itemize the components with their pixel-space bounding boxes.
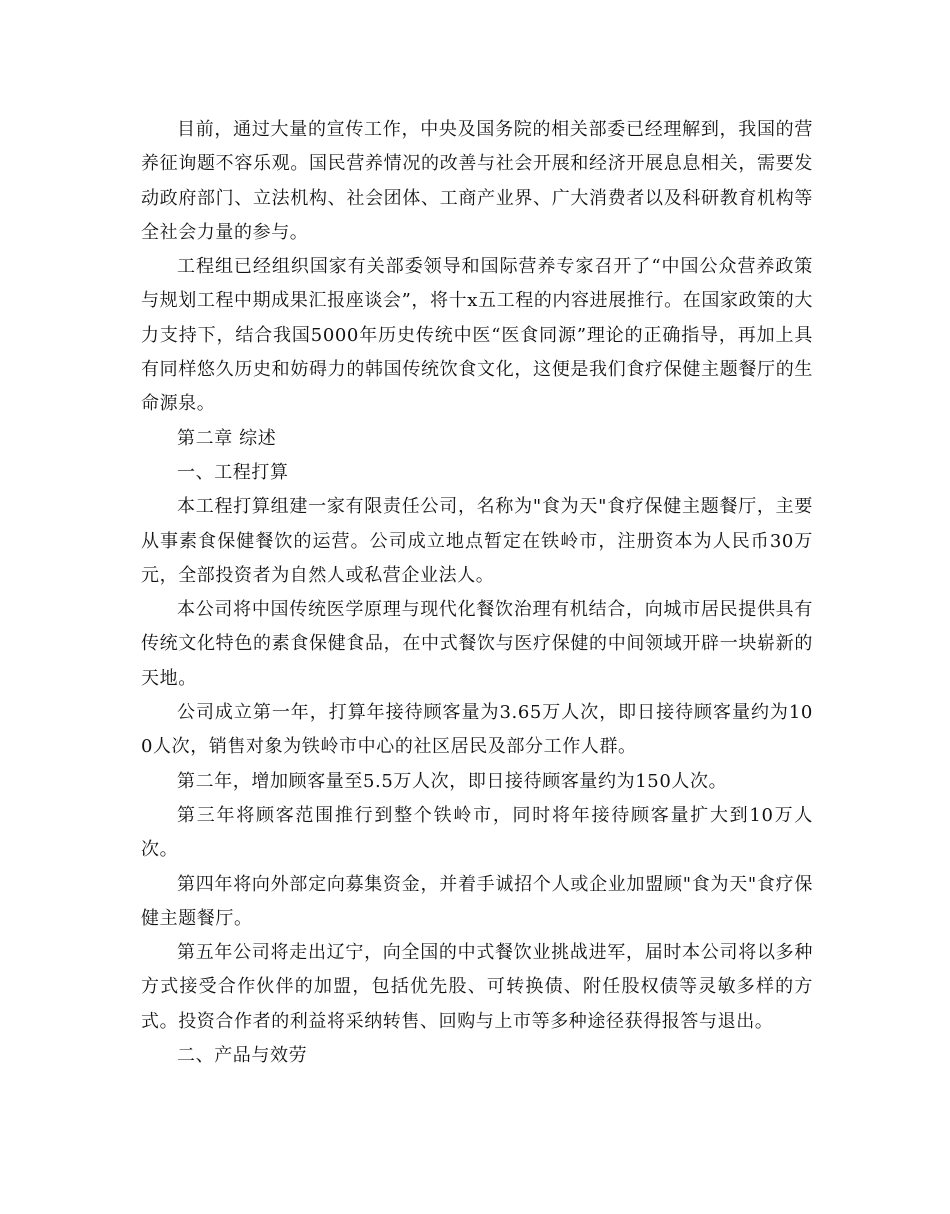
section-heading-project-plan: 一、工程打算 xyxy=(177,461,289,483)
section-heading-products: 二、产品与效劳 xyxy=(177,1045,308,1067)
paragraph-business-concept: 本公司将中国传统医学原理与现代化餐饮治理有机结合，向城市居民提供具有传统文化特色的素食保健食品，在中式餐饮与医疗保健的中间领域开辟一块崭新的天地。 xyxy=(141,599,813,689)
chapter-heading: 第二章 综述 xyxy=(177,427,277,449)
paragraph-year-one: 公司成立第一年，打算年接待顾客量为3.65万人次，即日接待顾客量约为100人次，销售对象为铁岭市中心的社区居民及部分工作人群。 xyxy=(141,702,813,758)
paragraph-year-two: 第二年，增加顾客量至5.5万人次，即日接待顾客量约为150人次。 xyxy=(177,770,728,792)
document-body xyxy=(141,113,813,1073)
paragraph-company-setup: 本工程打算组建一家有限责任公司，名称为"食为天"食疗保健主题餐厅，主要从事素食保健餐饮的运营。公司成立地点暂定在铁岭市，注册资本为人民币30万元，全部投资者为自然人或私营企业法人。 xyxy=(141,496,813,586)
paragraph-nutrition-status: 目前，通过大量的宣传工作，中央及国务院的相关部委已经理解到，我国的营养征询题不容乐观。国民营养情况的改善与社会开展和经济开展息息相关，需要发动政府部门、立法机构、社会团体、工商产业界、广大消费者以及科研教育机构等全社会力量的参与。 xyxy=(141,119,813,243)
paragraph-year-four: 第四年将向外部定向募集资金，并着手诚招个人或企业加盟顾"食为天"食疗保健主题餐厅。 xyxy=(141,873,813,929)
paragraph-project-background: 工程组已经组织国家有关部委领导和国际营养专家召开了“中国公众营养政策与规划工程中期成果汇报座谈会”，将十x五工程的内容进展推行。在国家政策的大力支持下，结合我国5000年历史传统中医“医食同源”理论的正确指导，再加上具有同样悠久历史和妨碍力的韩国传统饮食文化，这便是我们食疗保健主题餐厅的生命源泉。 xyxy=(141,256,813,415)
paragraph-year-three: 第三年将顾客范围推行到整个铁岭市，同时将年接待顾客量扩大到10万人次。 xyxy=(141,804,813,861)
paragraph-year-five: 第五年公司将走出辽宁，向全国的中式餐饮业挑战进军，届时本公司将以多种方式接受合作伙伴的加盟，包括优先股、可转换债、附任股权债等灵敏多样的方式。投资合作者的利益将采纳转售、回购与上市等多种途径获得报答与退出。 xyxy=(141,942,813,1032)
